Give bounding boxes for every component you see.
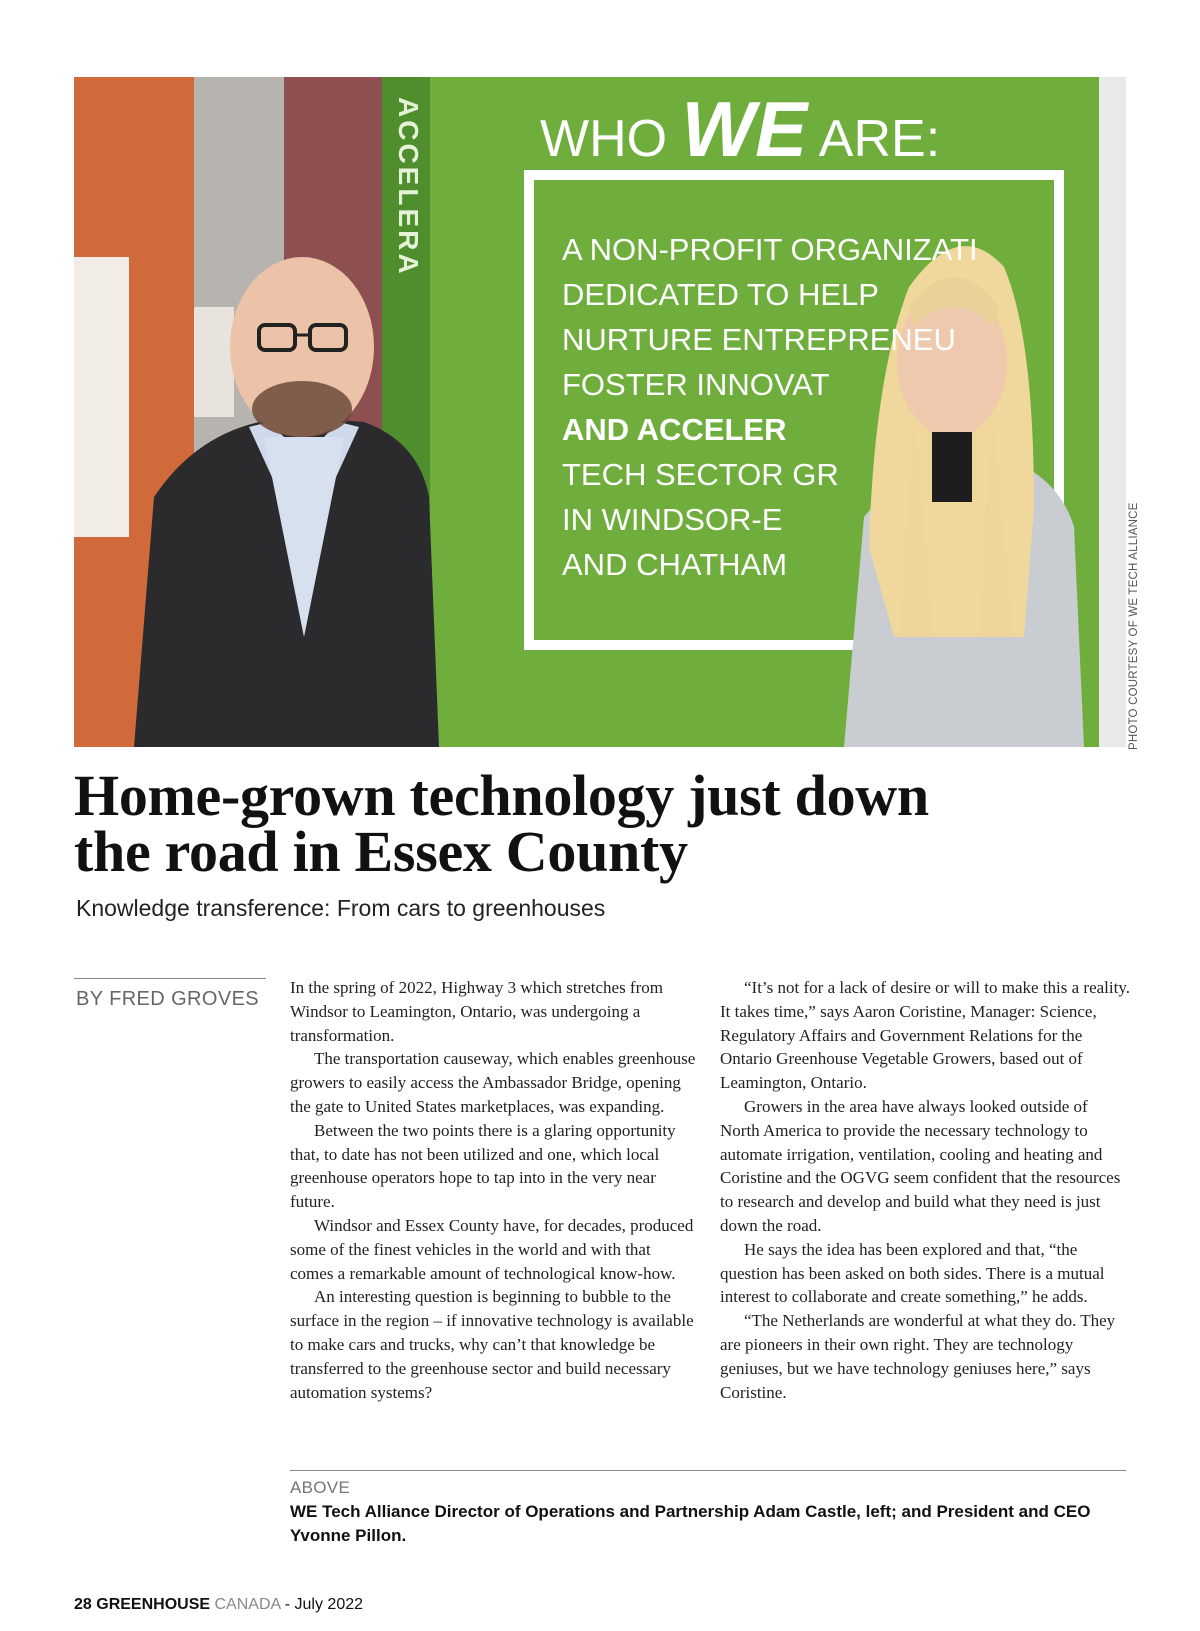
article-photo — [74, 77, 1126, 747]
paragraph: In the spring of 2022, Highway 3 which stretches from Windsor to Leamington, Ontario, was undergoing a transformation. — [290, 978, 663, 1045]
photo-credit: PHOTO COURTESY OF WE TECH ALLIANCE — [1128, 502, 1140, 750]
headline-line-1: Home-grown technology just down — [74, 763, 929, 828]
issue-date: - July 2022 — [284, 1596, 364, 1613]
sign-text: WHO WE ARE: A NON-PROFIT ORGANIZATI DEDICATED TO HELP NURTURE ENTREPRENEU FOSTER INNOVAT AND ACCELER TECH SECTOR GR IN WINDSOR-E AND CHATHAM — [540, 85, 978, 582]
paragraph: Between the two points there is a glaring opportunity that, to date has not been utilized and one, which local greenhouse operators hope to tap into in the very near future. — [290, 1120, 676, 1212]
byline: BY FRED GROVES — [76, 988, 260, 1010]
page-number: 28 — [74, 1596, 92, 1613]
byline-rule — [74, 978, 266, 979]
paragraph: Windsor and Essex County have, for decades, produced some of the finest vehicles in the world and with that comes a remarkable amount of technological know-how. — [290, 1215, 694, 1283]
page-footer — [74, 1596, 363, 1614]
paragraph: An interesting question is beginning to bubble to the surface in the region – if innovative technology is available to make cars and trucks, why can’t that knowledge be transferred to the greenhouse sector and build necessary automation systems? — [290, 1287, 694, 1402]
caption-label: ABOVE — [290, 1478, 351, 1497]
caption-text: WE Tech Alliance Director of Operations and Partnership Adam Castle, left; and President and CEO Yvonne Pillon. — [290, 1502, 1091, 1545]
caption-rule — [290, 1470, 1126, 1471]
paragraph: “The Netherlands are wonderful at what they do. They are pioneers in their own right. They are technology geniuses, but we have technology geniuses here,” says Coristine. — [720, 1311, 1116, 1402]
paragraph: “It’s not for a lack of desire or will to make this a reality. It takes time,” says Aaron Coristine, Manager: Science, Regulatory Affairs and Government Relations for the Ontario Greenhouse Vegetable Growers, based out of Leamington, Ontario. — [720, 978, 1130, 1093]
magazine-name-suffix: CANADA — [214, 1596, 281, 1613]
paragraph: The transportation causeway, which enables greenhouse growers to easily access the Ambassador Bridge, opening the gate to United States marketplaces, was expanding. — [290, 1049, 696, 1116]
banner-text: ACCELERA — [393, 97, 424, 277]
headline-line-2: the road in Essex County — [74, 819, 688, 884]
paragraph: He says the idea has been explored and that, “the question has been asked on both sides. There is a mutual interest to collaborate and create something,” he adds. — [720, 1239, 1105, 1307]
article-column-1 — [290, 976, 698, 1404]
magazine-name: GREENHOUSE — [96, 1596, 211, 1613]
article-column-2 — [720, 976, 1130, 1404]
paragraph: Growers in the area have always looked outside of North America to provide the necessary technology to automate irrigation, ventilation, cooling and heating and Coristine and the OGVG seem confident that the resources to research and develop and build what they need is just down the road. — [720, 1096, 1121, 1235]
article-subhead: Knowledge transference: From cars to greenhouses — [76, 895, 606, 921]
article-headline — [74, 763, 1134, 884]
